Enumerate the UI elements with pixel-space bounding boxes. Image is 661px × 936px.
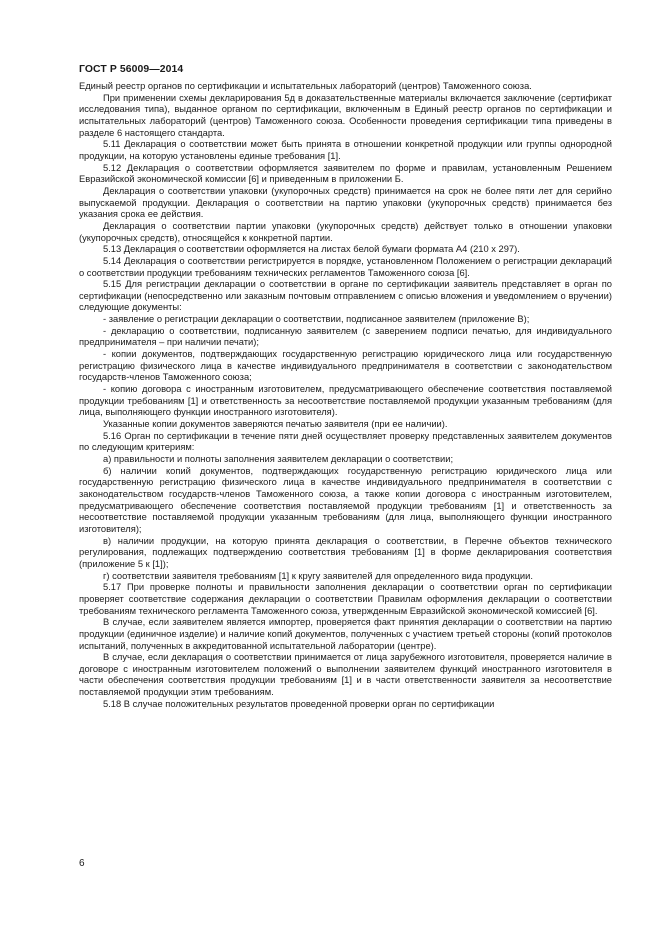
clause-5-15: 5.15 Для регистрации декларации о соответствии в органе по сертификации заявитель представляет в орган по сертификации (непосредственно или заказным почтовым отправлением с описью вложения и уведомлением о вручении) следующие документы: (79, 279, 612, 313)
clause-5-12: 5.12 Декларация о соответствии оформляется заявителем по форме и правилам, установленным Решением Евразийской экономической комиссии [6] и приведенным в приложении Б. (79, 162, 612, 185)
clause-5-18: 5.18 В случае положительных результатов проведенной проверки орган по сертификации (103, 698, 495, 709)
clause-5-14: 5.14 Декларация о соответствии регистрируется в порядке, установленном Положением о регистрации деклараций о соответствии продукции требованиям технических регламентов Таможенного союза [6]. (79, 255, 612, 278)
paragraph: При применении схемы декларирования 5д в доказательственные материалы включается заключение (сертификат исследования типа), выданное органом по сертификации, включенным в Единый реестр органов по сертификации и испытательных лабораторий (центров) Таможенного союза. Особенности проведения сертификации типа приведены в разделе 6 настоящего стандарта. (79, 92, 612, 138)
clause-5-13: 5.13 Декларация о соответствии оформляется на листах белой бумаги формата А4 (210 x 297). (103, 244, 520, 255)
list-item: - копию договора с иностранным изготовителем, предусматривающего обеспечение соответствия поставляемой продукции требованиям [1] и ответственность за несоответствие поставляемой продукции указанным требованиям (для лица, выполняющего функции иностранного изготовителя). (79, 384, 612, 418)
clause-5-16: 5.16 Орган по сертификации в течение пяти дней осуществляет проверку представленных заявителем документов по следующим критериям: (79, 430, 612, 453)
paragraph: Единый реестр органов по сертификации и испытательных лабораторий (центров) Таможенного союза. (79, 81, 532, 91)
clause-5-17: 5.17 При проверке полноты и правильности заполнения декларации о соответствии орган по сертификации проверяет соответствие содержания декларации о соответствии Правилам оформления декларации о соответствии требованиям технического регламента Таможенного союза, утвержденным Евразийской экономической комиссией [6]. (79, 582, 612, 616)
list-item: в) наличии продукции, на которую принята декларация о соответствии, в Перечне объектов технического регулирования, подлежащих подтверждению соответствия требованиям [1] в форме декларирования соответствия (приложение 5 к [1]); (79, 535, 612, 569)
list-item: - декларацию о соответствии, подписанную заявителем (с заверением подписи печатью, для индивидуального предпринимателя – при наличии печати); (79, 325, 612, 348)
document-body (79, 81, 612, 710)
paragraph: Указанные копии документов заверяются печатью заявителя (при ее наличии). (103, 419, 448, 430)
paragraph: В случае, если заявителем является импортер, проверяется факт принятия декларации о соответствии на партию продукции (единичное изделие) и наличие копий документов, полученных с участием третьей стороны (копий протоколов испытаний, полученных в аккредитованной испытательной лаборатории (центре). (79, 617, 612, 651)
paragraph: Декларация о соответствии упаковки (укупорочных средств) принимается на срок не более пяти лет для серийно выпускаемой продукции. Декларация о соответствии на партию упаковки (укупорочных средств) принимается без указания срока ее действия. (79, 185, 612, 220)
list-item: а) правильности и полноты заполнения заявителем декларации о соответствии; (103, 454, 454, 464)
standard-code-header: ГОСТ Р 56009—2014 (79, 64, 184, 75)
paragraph: Декларация о соответствии партии упаковки (укупорочных средств) действует только в отношении упаковки (укупорочных средств), относящейся к конкретной партии. (79, 220, 612, 243)
clause-5-11: 5.11 Декларация о соответствии может быть принята в отношении конкретной продукции или группы однородной продукции, на которую установлены единые требования [1]. (79, 139, 612, 161)
list-item: - копии документов, подтверждающих государственную регистрацию юридического лица или государственную регистрацию физического лица в качестве индивидуального предпринимателя в соответствии с законодательством государств-членов Таможенного союза; (79, 349, 612, 383)
list-item: б) наличии копий документов, подтверждающих государственную регистрацию юридического лица или государственную регистрацию физического лица в качестве индивидуального предпринимателя в соответствии с законодательством государств-членов Таможенного союза, а также копии договора с иностранным изготовителем, предусматривающего обеспечение соответствия поставляемой продукции требованиям [1] и ответственность за несоответствие поставляемой продукции указанным требованиям (для лица, выполняющего функции иностранного изготовителя); (79, 465, 612, 534)
list-item: г) соответствии заявителя требованиям [1] к кругу заявителей для определенного вида продукции. (103, 570, 533, 581)
paragraph: В случае, если декларация о соответствии принимается от лица зарубежного изготовителя, проверяется наличие в договоре с иностранным изготовителем положений о выполнении заявителем функций иностранного изготовителя в части обеспечения соответствия продукции требованиям [1] и в части ответственности заявителя за несоответствие поставляемой продукции этим требованиям. (79, 652, 612, 698)
list-item: - заявление о регистрации декларации о соответствии, подписанное заявителем (приложение В); (103, 314, 530, 325)
page-number: 6 (79, 858, 85, 869)
